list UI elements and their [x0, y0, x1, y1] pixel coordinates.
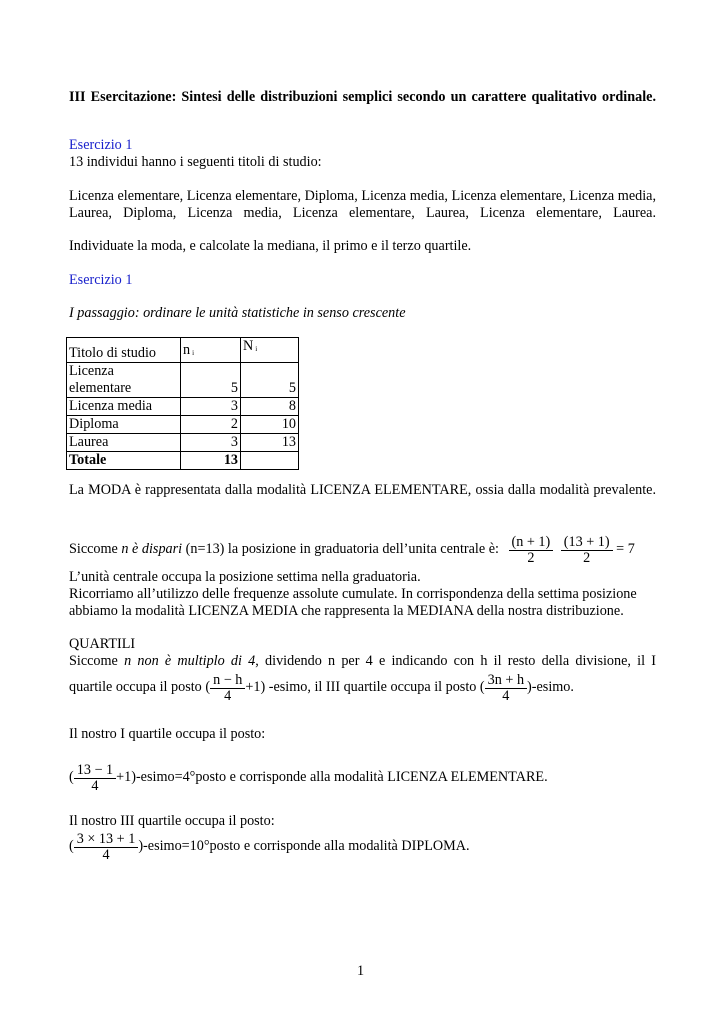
row-ni: 3	[181, 398, 241, 416]
exercise-task: Individuate la moda, e calcolate la mediana, il primo e il terzo quartile.	[69, 238, 472, 254]
table-row	[67, 398, 299, 416]
row-Ni: 8	[241, 398, 299, 416]
total-value: 13	[181, 452, 241, 470]
mediana-line-3: Ricorriamo all’utilizzo delle frequenze assolute cumulate. In corrispondenza della settima posizione	[69, 586, 637, 602]
table-header-row	[67, 338, 299, 363]
quartili-line-2: quartile occupa il posto ( $\frac{n - h}{4}$ +1) -esimo, il III quartile occupa il posto ( $\frac{3n + h}{4}$ )-esimo.	[69, 672, 574, 705]
fraction-denominator: 4	[210, 688, 245, 704]
header-Ni	[241, 338, 299, 363]
header-Ni-sub: i	[255, 345, 258, 353]
mediana-line-2: L’unità centrale occupa la posizione settima nella graduatoria.	[69, 569, 421, 585]
header-Ni-symbol: N	[243, 338, 254, 354]
row-Ni: 5	[241, 363, 299, 398]
quartili-pre: Siccome	[69, 653, 125, 669]
fraction-denominator: 4	[485, 688, 527, 704]
header-ni	[181, 338, 241, 363]
fraction-denominator: 2	[561, 550, 613, 566]
mediana-line-4: abbiamo la modalità LICENZA MEDIA che rappresenta la MEDIANA della nostra distribuzione.	[69, 603, 624, 619]
row-label: Laurea	[67, 434, 181, 452]
fraction-n-plus-1	[509, 535, 554, 566]
row-label	[67, 363, 181, 398]
row-label: Licenza media	[67, 398, 181, 416]
quartili-q-pre: quartile occupa il posto	[69, 679, 202, 695]
quartili-rest: , dividendo n per 4 e indicando con h il resto della divisione, il I	[255, 653, 656, 669]
row-ni: 3	[181, 434, 241, 452]
quartili-italic: n non è multiplo di 4	[124, 653, 256, 669]
mediana-pre: Siccome	[69, 541, 122, 557]
quartili-heading: QUARTILI	[69, 636, 136, 652]
q3-intro: Il nostro III quartile occupa il posto:	[69, 813, 275, 829]
fraction-13-minus-1	[74, 763, 116, 794]
fraction-numerator: (13 + 1)	[563, 534, 610, 551]
fraction-numerator: n − h	[213, 672, 243, 689]
fraction-n-minus-h	[210, 673, 245, 704]
row-Ni: 10	[241, 416, 299, 434]
q3-text: -esimo=10°posto e corrisponde alla modalità DIPLOMA.	[143, 838, 470, 854]
fraction-3n-plus-h	[485, 673, 527, 704]
fraction-numerator: 3 × 13 + 1	[76, 831, 136, 848]
q1-formula-line: ( $\frac{13 - 1}{4}$ +1)-esimo=4°posto e corrisponde alla modalità LICENZA ELEMENTARE.	[69, 762, 548, 795]
header-titolo: Titolo di studio	[67, 338, 181, 363]
fraction-denominator: 4	[74, 778, 116, 794]
solution-step: I passaggio: ordinare le unità statistiche in senso crescente	[69, 305, 406, 321]
quartili-q-end: -esimo.	[531, 679, 574, 695]
fraction-13-plus-1	[561, 535, 613, 566]
table-row	[67, 416, 299, 434]
quartili-q-mid: -esimo, il III quartile occupa il posto	[268, 679, 477, 695]
row-label-line2: elementare	[69, 380, 132, 396]
exercise-intro: 13 individui hanno i seguenti titoli di studio:	[69, 154, 322, 170]
header-ni-symbol: n	[183, 342, 191, 358]
q1-intro: Il nostro I quartile occupa il posto:	[69, 726, 266, 742]
header-ni-sub: i	[192, 349, 195, 357]
mediana-mid: (n=13) la posizione in graduatoria dell’unita centrale è:	[182, 541, 499, 557]
quartili-line-1	[69, 653, 656, 670]
fraction-denominator: 2	[509, 550, 554, 566]
fraction-numerator: 3n + h	[487, 672, 525, 689]
fraction-numerator: 13 − 1	[76, 762, 114, 779]
page-number: 1	[357, 963, 365, 979]
document-title: III Esercitazione: Sintesi delle distribuzioni semplici secondo un carattere qualitativo ordinale.	[69, 89, 656, 105]
row-ni: 5	[181, 363, 241, 398]
table-row	[67, 363, 299, 398]
exercise-heading: Esercizio 1	[69, 137, 133, 153]
fraction-denominator: 4	[74, 847, 139, 863]
mediana-result: = 7	[616, 541, 635, 557]
moda-paragraph: La MODA è rappresentata dalla modalità LICENZA ELEMENTARE, ossia dalla modalità prevalente.	[69, 482, 656, 498]
exercise-list: Licenza elementare, Licenza elementare, Diploma, Licenza media, Licenza elementare, Licenza media, Laurea, Diploma, Licenza media, Licenza elementare, Laurea, Licenza elementare, Laurea.	[69, 188, 656, 221]
fraction-3x13-plus-1	[74, 832, 139, 863]
total-empty	[241, 452, 299, 470]
table-total-row	[67, 452, 299, 470]
q3-formula-line: ( $\frac{3 \times 13 + 1}{4}$ )-esimo=10°posto e corrisponde alla modalità DIPLOMA.	[69, 831, 470, 864]
q1-text: -esimo=4°posto e corrisponde alla modalità LICENZA ELEMENTARE.	[135, 769, 548, 785]
table-row	[67, 434, 299, 452]
fraction-numerator: (n + 1)	[511, 534, 551, 551]
mediana-line	[69, 532, 635, 566]
row-label: Diploma	[67, 416, 181, 434]
frequency-table	[66, 337, 299, 470]
row-label-line1: Licenza	[69, 363, 114, 379]
row-Ni: 13	[241, 434, 299, 452]
solution-heading: Esercizio 1	[69, 272, 133, 288]
total-label: Totale	[67, 452, 181, 470]
mediana-italic: n è dispari	[121, 541, 183, 557]
row-ni: 2	[181, 416, 241, 434]
